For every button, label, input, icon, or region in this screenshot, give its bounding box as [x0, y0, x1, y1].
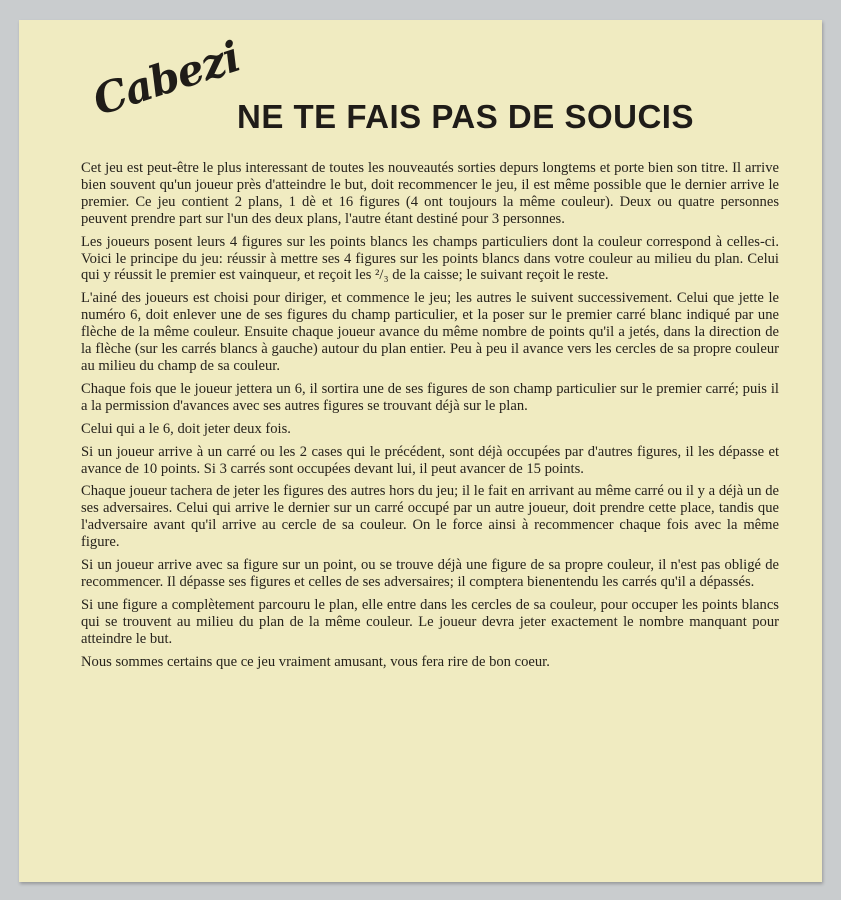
paragraph: Chaque fois que le joueur jettera un 6, il sortira une de ses figures de son champ particulier sur le premier carré; puis il a la permission d'avances avec ses autres figures se trouvant déjà sur le plan.: [81, 380, 779, 414]
rules-sheet: [19, 20, 822, 882]
paragraph: Si un joueur arrive avec sa figure sur un point, ou se trouve déjà une figure de sa propre couleur, il n'est pas obligé de recommencer. Il dépasse ses figures et celles de ses adversaires; il comptera bienentendu les carrés qu'il a dépassés.: [81, 557, 779, 590]
brand-logo: Cabezi: [87, 31, 246, 126]
rules-text: [81, 160, 779, 676]
paragraph: Les joueurs posent leurs 4 figures sur les points blancs les champs particuliers dont la couleur correspond à celles-ci. Voici le principe du jeu: réussir à mettre ses 4 figures sur les points blancs dans votre couleur au milieu du plan. Celui qui y réussit le premier est vainqueur, et reçoit les ²/₃ de la caisse; le suivant reçoit le reste.: [81, 233, 779, 284]
paragraph: Celui qui a le 6, doit jeter deux fois.: [81, 420, 291, 437]
page-title: NE TE FAIS PAS DE SOUCIS: [237, 98, 694, 135]
paragraph: Nous sommes certains que ce jeu vraiment amusant, vous fera rire de bon coeur.: [81, 653, 550, 670]
paragraph: L'ainé des joueurs est choisi pour diriger, et commence le jeu; les autres le suivent successivement. Celui que jette le numéro 6, doit enlever une de ses figures du champ particulier, et la poser sur le premier carré blanc indiqué par une flèche de la même couleur. Ensuite chaque joueur avance du même nombre de points qu'il a jetés, dans la direction de la flèche (sur les carrés blancs à gauche) autour du plan entier. Peu à peu il avance vers les cercles de sa propre couleur au milieu du champ de sa couleur.: [81, 290, 779, 374]
paragraph: Si une figure a complètement parcouru le plan, elle entre dans les cercles de sa couleur, pour occuper les points blancs qui se trouvent au milieu du plan de la même couleur. Le joueur devra jeter exactement le nombre manquant pour atteindre le but.: [81, 596, 779, 647]
paragraph: Chaque joueur tachera de jeter les figures des autres hors du jeu; il le fait en arrivant au même carré ou il y a déjà un de ses adversaires. Celui qui arrive le dernier sur un carré occupé par un autre joueur, doit prendre cette place, tandis que l'adversaire avant qu'il arrive au cercle de sa couleur. On le force ainsi à recommencer chaque fois avec la même figure.: [81, 483, 779, 551]
paragraph: Si un joueur arrive à un carré ou les 2 cases qui le précédent, sont déjà occupées par d'autres figures, il les dépasse et avance de 10 points. Si 3 carrés sont occupées devant lui, il peut avancer de 15 points.: [81, 443, 779, 477]
paragraph: Cet jeu est peut-être le plus interessant de toutes les nouveautés sorties depurs longtems et porte bien son titre. Il arrive bien souvent qu'un joueur près d'atteindre le but, doit recommencer le jeu, il est même possible que le dernier arrive le premier. Ce jeu contient 2 plans, 1 dè et 16 figures (4 ont toujours la même couleur). Deux ou quatre personnes peuvent prendre part sur l'un des deux plans, l'autre étant destiné pour 3 personnes.: [81, 160, 779, 227]
